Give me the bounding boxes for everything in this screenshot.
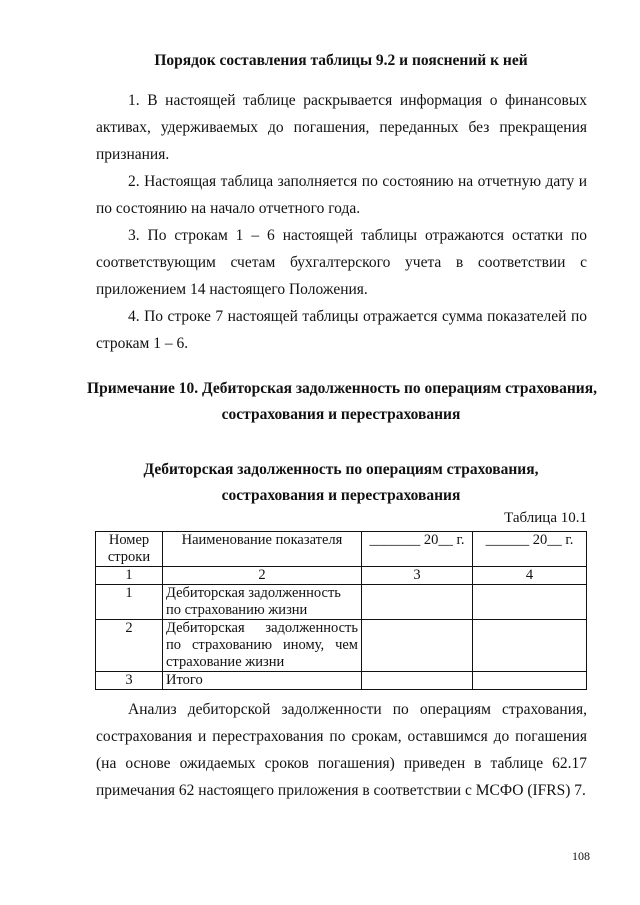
paragraph-2-text: 2. Настоящая таблица заполняется по состоянию на отчетную дату и по состоянию на начало отчетного года.: [96, 173, 587, 217]
closing-paragraph-text: Анализ дебиторской задолженности по операциям страхования, сострахования и перестрахования по срокам, оставшимся до погашения (на основе ожидаемых сроков погашения) приведен в таблице 62.17 примечания 62 настоящего приложения в соответствии с МСФО (IFRS) 7.: [96, 701, 587, 799]
header-period-1: _______ 20__ г.: [362, 532, 473, 567]
table-numbering-row: [96, 567, 587, 585]
row-value: [362, 672, 473, 690]
numbering-cell: 2: [163, 567, 362, 585]
note-title-line1: Примечание 10. Дебиторская задолженность по операциям страхования,: [87, 380, 597, 397]
row-number: 3: [96, 672, 163, 690]
paragraph-3: [96, 222, 587, 303]
row-value: [473, 672, 587, 690]
table-title-line1: Дебиторская задолженность по операциям страхования,: [143, 461, 539, 478]
section-title: Порядок составления таблицы 9.2 и пояснений к ней: [154, 52, 528, 69]
row-name: Итого: [163, 672, 362, 690]
row-value: [362, 620, 473, 672]
receivables-table: [95, 531, 587, 690]
paragraph-3-text: 3. По строкам 1 – 6 настоящей таблицы отражаются остатки по соответствующим счетам бухгалтерского учета в соответствии с приложением 14 настоящего Положения.: [96, 227, 587, 298]
header-row-number: Номер строки: [96, 532, 163, 567]
closing-paragraph: [96, 696, 587, 804]
numbering-cell: 3: [362, 567, 473, 585]
table-header-row: [96, 532, 587, 567]
row-value: [362, 585, 473, 620]
row-number: 1: [96, 585, 163, 620]
table-row: [96, 672, 587, 690]
note-title-line2: сострахования и перестрахования: [221, 406, 461, 423]
numbering-cell: 1: [96, 567, 163, 585]
row-name: Дебиторская задолженность по страхованию иному, чем страхование жизни: [163, 620, 362, 672]
paragraph-1-text: 1. В настоящей таблице раскрывается информация о финансовых активах, удерживаемых до погашения, переданных без прекращения признания.: [96, 92, 587, 163]
row-number: 2: [96, 620, 163, 672]
row-name: Дебиторская задолженность по страхованию жизни: [163, 585, 362, 620]
row-value: [473, 585, 587, 620]
numbering-cell: 4: [473, 567, 587, 585]
table-caption: Таблица 10.1: [504, 510, 587, 526]
paragraph-2: [96, 168, 587, 222]
paragraph-4-text: 4. По строке 7 настоящей таблицы отражается сумма показателей по строкам 1 – 6.: [96, 308, 587, 352]
header-period-2: ______ 20__ г.: [473, 532, 587, 567]
table-row: [96, 620, 587, 672]
table-row: [96, 585, 587, 620]
header-indicator-name: Наименование показателя: [163, 532, 362, 567]
paragraph-4: [96, 303, 587, 357]
paragraph-1: [96, 87, 587, 168]
table-title-line2: сострахования и перестрахования: [221, 487, 461, 504]
row-value: [473, 620, 587, 672]
page-number: 108: [572, 849, 590, 863]
